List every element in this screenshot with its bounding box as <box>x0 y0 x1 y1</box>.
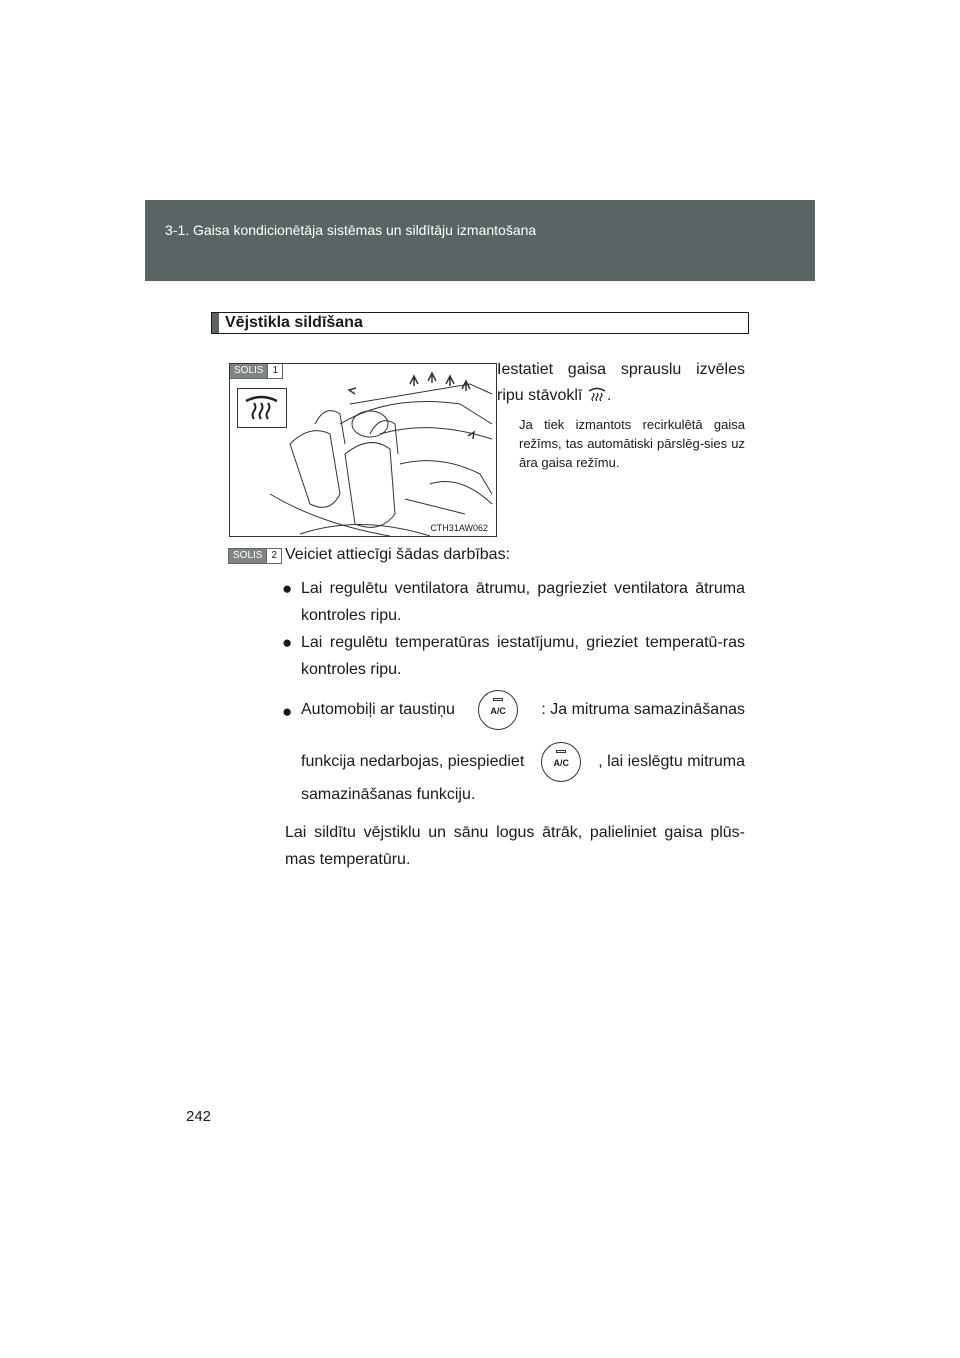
interior-line-drawing <box>230 364 497 537</box>
car-interior-illustration <box>229 363 497 537</box>
ac-button-label: A/C <box>490 706 506 716</box>
bullet-text: Lai regulētu ventilatora ātrumu, pagrieziet ventilatora ātruma kontroles ripu. <box>301 580 745 624</box>
step-2-tag-number: 2 <box>266 549 281 563</box>
step-1-tag-word: SOLIS <box>230 364 267 378</box>
section-heading <box>211 312 749 334</box>
section-accent <box>212 313 219 333</box>
step-2-intro: Veiciet attiecīgi šādas darbības: <box>285 546 511 563</box>
bullet-text: Lai regulētu temperatūras iestatījumu, grieziet temperatū-ras kontroles ripu. <box>301 634 745 678</box>
bullet-temperature <box>282 629 745 683</box>
step-1-tag-number: 1 <box>267 364 282 378</box>
bullet-dot: ● <box>282 702 293 721</box>
ac-indicator <box>556 750 566 753</box>
ac-text-5: samazināšanas funkciju. <box>301 786 476 803</box>
final-paragraph: Lai sildītu vējstiklu un sānu logus ātrāk, palieliniet gaisa plūs-mas temperatūru. <box>285 824 745 868</box>
section-title: Vējstikla sildīšana <box>225 314 363 331</box>
ac-text-4: , lai ieslēgtu mitruma <box>598 753 745 770</box>
ac-line-3 <box>301 786 745 804</box>
header-band <box>145 200 815 281</box>
ac-line-1 <box>301 690 745 730</box>
header-title: 3-1. Gaisa kondicionētāja sistēmas un sildītāju izmantošana <box>165 222 537 238</box>
ac-text-2: : Ja mitruma samazināšanas <box>541 701 745 718</box>
bullet-dot: ● <box>282 633 293 652</box>
step-1-text: Iestatiet gaisa sprauslu izvēles ripu stāvoklī <box>497 361 745 404</box>
step-1-instruction <box>497 357 745 409</box>
ac-button-icon <box>541 742 581 782</box>
step-2-tag-word: SOLIS <box>229 549 266 563</box>
step-1-note: Ja tiek izmantots recirkulētā gaisa režīms, tas automātiski pārslēg-sies uz āra gaisa režīmu. <box>519 417 745 470</box>
ac-text-1: Automobiļi ar taustiņu <box>301 701 455 718</box>
step-2-tag <box>228 548 282 564</box>
page-number: 242 <box>186 1108 212 1125</box>
ac-line-2 <box>301 742 745 782</box>
ac-text-3: funkcija nedarbojas, piespiediet <box>301 753 525 770</box>
ac-button-label: A/C <box>553 758 570 768</box>
bullet-dot: ● <box>282 579 293 598</box>
bullet-fan-speed <box>282 575 745 629</box>
ac-button-icon <box>478 690 518 730</box>
ac-indicator <box>493 698 503 701</box>
inline-defrost-icon <box>587 385 607 403</box>
step-1-text-end: . <box>606 387 612 404</box>
figure-code: CTH31AW062 <box>430 523 488 533</box>
